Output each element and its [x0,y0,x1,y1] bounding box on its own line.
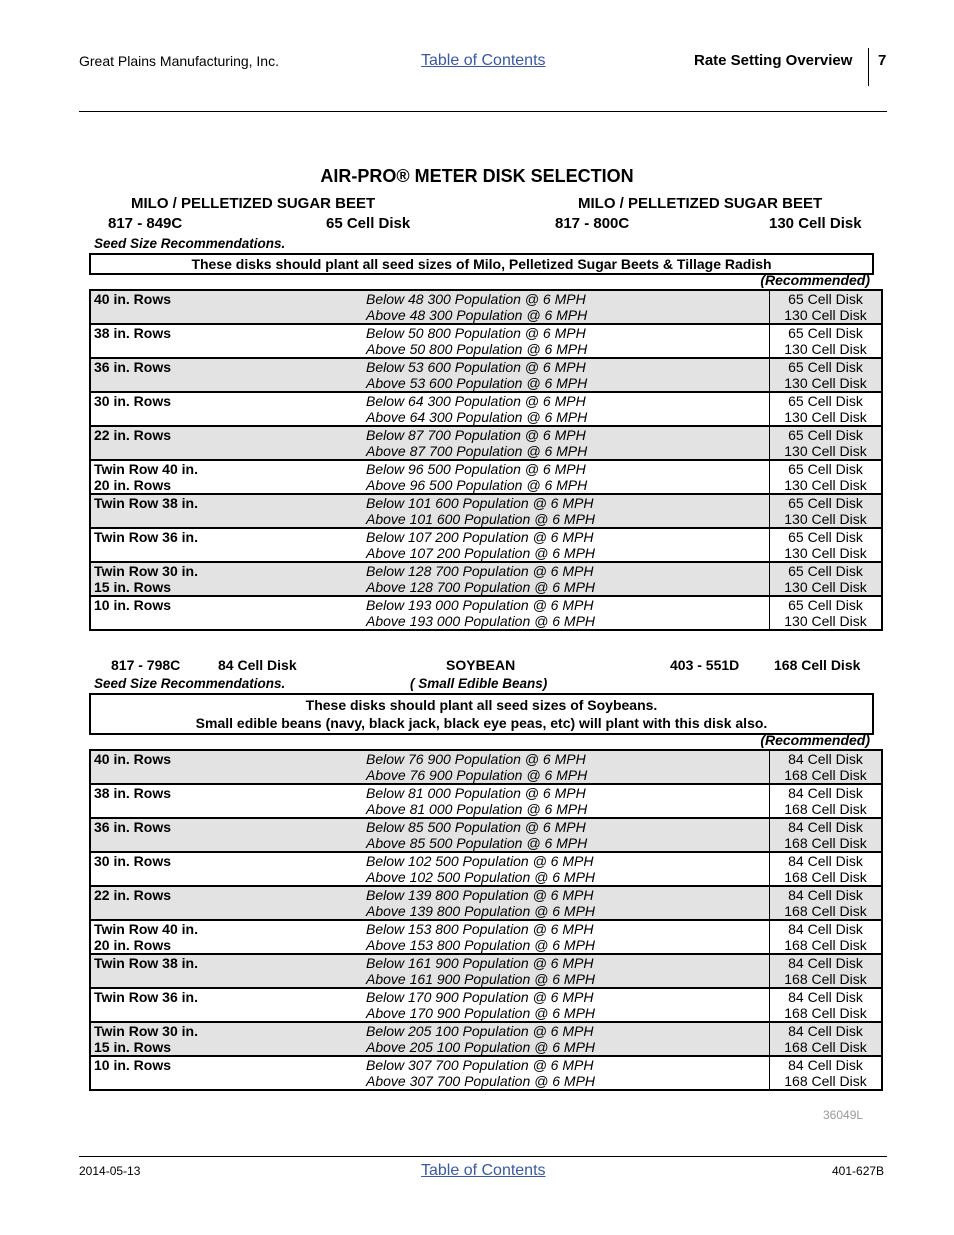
footer-rule [79,1156,887,1157]
soy-recommended-label: (Recommended) [760,732,870,748]
row-spacing-label: Twin Row 40 in. [94,921,198,937]
population-below: Below 307 700 Population @ 6 MPH [366,1057,594,1073]
table-row [90,443,882,460]
disk-large: 168 Cell Disk [770,835,883,852]
header-toc-link[interactable]: Table of Contents [421,52,546,69]
disk-small: 65 Cell Disk [770,290,883,307]
disk-large: 130 Cell Disk [770,511,883,528]
row-spacing-label-2 [90,341,363,358]
table-row [90,545,882,562]
table-row [90,511,882,528]
disk-small: 84 Cell Disk [770,954,883,971]
disk-small: 65 Cell Disk [770,596,883,613]
row-spacing-label-2 [90,869,363,886]
row-spacing-label-2: 15 in. Rows [90,1039,363,1056]
population-below: Below 107 200 Population @ 6 MPH [366,529,594,545]
section-title: Rate Setting Overview [694,52,853,69]
table-row [90,562,882,579]
disk-large: 168 Cell Disk [770,869,883,886]
table-row [90,341,882,358]
row-spacing-label: 36 in. Rows [90,818,363,835]
soy-crop: SOYBEAN [446,657,516,673]
population-above: Above 153 800 Population @ 6 MPH [363,937,770,954]
header-divider [868,48,869,86]
row-spacing-label: 38 in. Rows [94,325,172,341]
row-spacing-label-2: 20 in. Rows [90,477,363,494]
disk-large: 130 Cell Disk [770,375,883,392]
row-spacing-label-2: 15 in. Rows [90,579,363,596]
table-row [90,920,882,937]
population-below: Below 64 300 Population @ 6 MPH [366,393,586,409]
disk-small: 84 Cell Disk [770,886,883,903]
footer-date: 2014-05-13 [79,1164,141,1178]
disk-large: 130 Cell Disk [770,579,883,596]
population-above: Above 101 600 Population @ 6 MPH [363,511,770,528]
row-spacing-label: Twin Row 30 in. [90,562,363,579]
row-spacing-label-2 [90,307,363,324]
disk-small: 65 Cell Disk [770,426,883,443]
disk-large: 130 Cell Disk [770,409,883,426]
population-below: Below 101 600 Population @ 6 MPH [363,494,770,511]
population-above: Above 307 700 Population @ 6 MPH [363,1073,770,1090]
footer-toc-link[interactable]: Table of Contents [421,1162,546,1179]
population-below: Below 53 600 Population @ 6 MPH [363,358,770,375]
row-spacing-label-2 [90,835,363,852]
disk-large: 168 Cell Disk [770,801,883,818]
table-row [90,937,882,954]
row-spacing-label: 22 in. Rows [90,426,363,443]
table-row [90,767,882,784]
disk-small: 65 Cell Disk [770,358,883,375]
population-below: Below 205 100 Population @ 6 MPH [363,1022,770,1039]
population-below: Below 76 900 Population @ 6 MPH [363,750,770,767]
table-row [90,1073,882,1090]
disk-large: 130 Cell Disk [770,307,883,324]
soy-note-line1: These disks should plant all seed sizes of Soybeans. [305,697,658,713]
disk-small: 84 Cell Disk [770,1056,883,1073]
disk-large: 130 Cell Disk [770,477,883,494]
row-spacing-label: Twin Row 38 in. [90,494,363,511]
milo-crop-left: MILO / PELLETIZED SUGAR BEET [131,195,376,212]
table-row [90,886,882,903]
disk-large: 168 Cell Disk [770,937,883,954]
soy-note-line2: Small edible beans (navy, black jack, black eye peas, etc) will plant with this disk also. [195,715,768,731]
milo-crop-right: MILO / PELLETIZED SUGAR BEET [578,195,823,212]
table-row [90,1005,882,1022]
population-below: Below 128 700 Population @ 6 MPH [363,562,770,579]
soy-note [89,693,874,735]
table-row [90,835,882,852]
disk-small: 65 Cell Disk [770,528,883,545]
milo-note: These disks should plant all seed sizes of Milo, Pelletized Sugar Beets & Tillage Radish [89,253,874,275]
row-spacing-label: 38 in. Rows [94,785,172,801]
footer-doc-number: 401-627B [832,1164,885,1178]
table-row [90,528,882,545]
row-spacing-label: Twin Row 36 in. [94,989,198,1005]
table-row [90,494,882,511]
disk-small: 84 Cell Disk [770,750,883,767]
disk-small: 84 Cell Disk [770,784,883,801]
population-above: Above 53 600 Population @ 6 MPH [363,375,770,392]
row-spacing-label: 10 in. Rows [94,1057,172,1073]
page-number: 7 [878,52,887,69]
table-row [90,1022,882,1039]
population-above: Above 85 500 Population @ 6 MPH [363,835,770,852]
table-row [90,460,882,477]
table-row [90,375,882,392]
disk-small: 84 Cell Disk [770,920,883,937]
row-spacing-label-2 [90,613,363,630]
population-above: Above 87 700 Population @ 6 MPH [363,443,770,460]
soy-seed-size-label: Seed Size Recommendations. [94,676,286,691]
row-spacing-label: 36 in. Rows [90,358,363,375]
disk-large: 168 Cell Disk [770,767,883,784]
header-rule [79,111,887,112]
row-spacing-label: 10 in. Rows [94,597,172,613]
row-spacing-label-2 [90,409,363,426]
table-row [90,852,882,869]
row-spacing-label: 30 in. Rows [94,853,172,869]
population-above: Above 96 500 Population @ 6 MPH [363,477,770,494]
table-row [90,784,882,801]
milo-seed-size-label: Seed Size Recommendations. [94,236,286,251]
population-below: Below 87 700 Population @ 6 MPH [363,426,770,443]
disk-large: 168 Cell Disk [770,1039,883,1056]
population-above: Above 161 900 Population @ 6 MPH [363,971,770,988]
row-spacing-label-2 [90,1005,363,1022]
population-below: Below 85 500 Population @ 6 MPH [363,818,770,835]
disk-small: 65 Cell Disk [770,392,883,409]
page-title: AIR-PRO® METER DISK SELECTION [320,166,634,186]
table-row [90,409,882,426]
row-spacing-label: Twin Row 30 in. [90,1022,363,1039]
milo-disk-table [89,289,883,631]
population-below: Below 50 800 Population @ 6 MPH [366,325,586,341]
table-row [90,954,882,971]
disk-large: 130 Cell Disk [770,545,883,562]
disk-large: 130 Cell Disk [770,443,883,460]
milo-recommended-label: (Recommended) [760,272,870,288]
disk-large: 168 Cell Disk [770,971,883,988]
population-below: Below 193 000 Population @ 6 MPH [366,597,594,613]
population-above: Above 64 300 Population @ 6 MPH [363,409,770,426]
row-spacing-label: 22 in. Rows [90,886,363,903]
table-row [90,358,882,375]
population-above: Above 81 000 Population @ 6 MPH [363,801,770,818]
table-row [90,869,882,886]
table-row [90,596,882,613]
row-spacing-label-2 [90,375,363,392]
population-above: Above 139 800 Population @ 6 MPH [363,903,770,920]
table-row [90,426,882,443]
row-spacing-label-2 [90,443,363,460]
company-name: Great Plains Manufacturing, Inc. [79,53,279,69]
row-spacing-label-2 [90,545,363,562]
table-row [90,307,882,324]
table-row [90,1039,882,1056]
disk-large: 130 Cell Disk [770,613,883,630]
table-row [90,801,882,818]
population-below: Below 170 900 Population @ 6 MPH [366,989,594,1005]
disk-small: 84 Cell Disk [770,818,883,835]
row-spacing-label-2 [90,767,363,784]
soy-crop-subtitle: ( Small Edible Beans) [410,676,548,691]
population-above: Above 128 700 Population @ 6 MPH [363,579,770,596]
population-above: Above 193 000 Population @ 6 MPH [363,613,770,630]
row-spacing-label: 40 in. Rows [90,290,363,307]
soy-part-right: 403 - 551D [670,657,740,673]
row-spacing-label-2 [90,971,363,988]
table-row [90,613,882,630]
table-row [90,290,882,307]
population-below: Below 48 300 Population @ 6 MPH [363,290,770,307]
population-below: Below 139 800 Population @ 6 MPH [363,886,770,903]
table-row [90,818,882,835]
figure-id: 36049L [823,1108,864,1122]
row-spacing-label-2 [90,903,363,920]
disk-small: 84 Cell Disk [770,852,883,869]
table-row [90,477,882,494]
table-row [90,579,882,596]
table-row [90,971,882,988]
row-spacing-label: Twin Row 36 in. [94,529,198,545]
population-above: Above 102 500 Population @ 6 MPH [363,869,770,886]
soy-disk-left: 84 Cell Disk [218,657,297,673]
population-above: Above 76 900 Population @ 6 MPH [363,767,770,784]
row-spacing-label-2: 20 in. Rows [90,937,363,954]
disk-small: 65 Cell Disk [770,494,883,511]
row-spacing-label-2 [90,511,363,528]
table-row [90,324,882,341]
table-row [90,988,882,1005]
population-below: Below 96 500 Population @ 6 MPH [366,461,586,477]
disk-large: 168 Cell Disk [770,1005,883,1022]
disk-small: 65 Cell Disk [770,562,883,579]
soybean-disk-table [89,749,883,1091]
population-below: Below 81 000 Population @ 6 MPH [366,785,586,801]
disk-small: 84 Cell Disk [770,1022,883,1039]
disk-large: 168 Cell Disk [770,903,883,920]
milo-part-right: 817 - 800C [555,215,630,232]
row-spacing-label-2 [90,1073,363,1090]
disk-small: 65 Cell Disk [770,460,883,477]
table-row [90,392,882,409]
disk-large: 130 Cell Disk [770,341,883,358]
soy-disk-right: 168 Cell Disk [774,657,861,673]
population-above: Above 107 200 Population @ 6 MPH [363,545,770,562]
population-below: Below 102 500 Population @ 6 MPH [366,853,594,869]
table-row [90,1056,882,1073]
disk-small: 84 Cell Disk [770,988,883,1005]
row-spacing-label: Twin Row 40 in. [94,461,198,477]
row-spacing-label: Twin Row 38 in. [90,954,363,971]
population-above: Above 205 100 Population @ 6 MPH [363,1039,770,1056]
population-below: Below 161 900 Population @ 6 MPH [363,954,770,971]
table-row [90,750,882,767]
milo-part-left: 817 - 849C [108,215,183,232]
population-above: Above 48 300 Population @ 6 MPH [363,307,770,324]
soy-part-left: 817 - 798C [111,657,181,673]
row-spacing-label: 40 in. Rows [90,750,363,767]
milo-disk-right: 130 Cell Disk [769,215,862,232]
disk-small: 65 Cell Disk [770,324,883,341]
row-spacing-label-2 [90,801,363,818]
population-above: Above 170 900 Population @ 6 MPH [363,1005,770,1022]
population-below: Below 153 800 Population @ 6 MPH [366,921,594,937]
disk-large: 168 Cell Disk [770,1073,883,1090]
milo-disk-left: 65 Cell Disk [326,215,411,232]
population-above: Above 50 800 Population @ 6 MPH [363,341,770,358]
table-row [90,903,882,920]
row-spacing-label: 30 in. Rows [94,393,172,409]
